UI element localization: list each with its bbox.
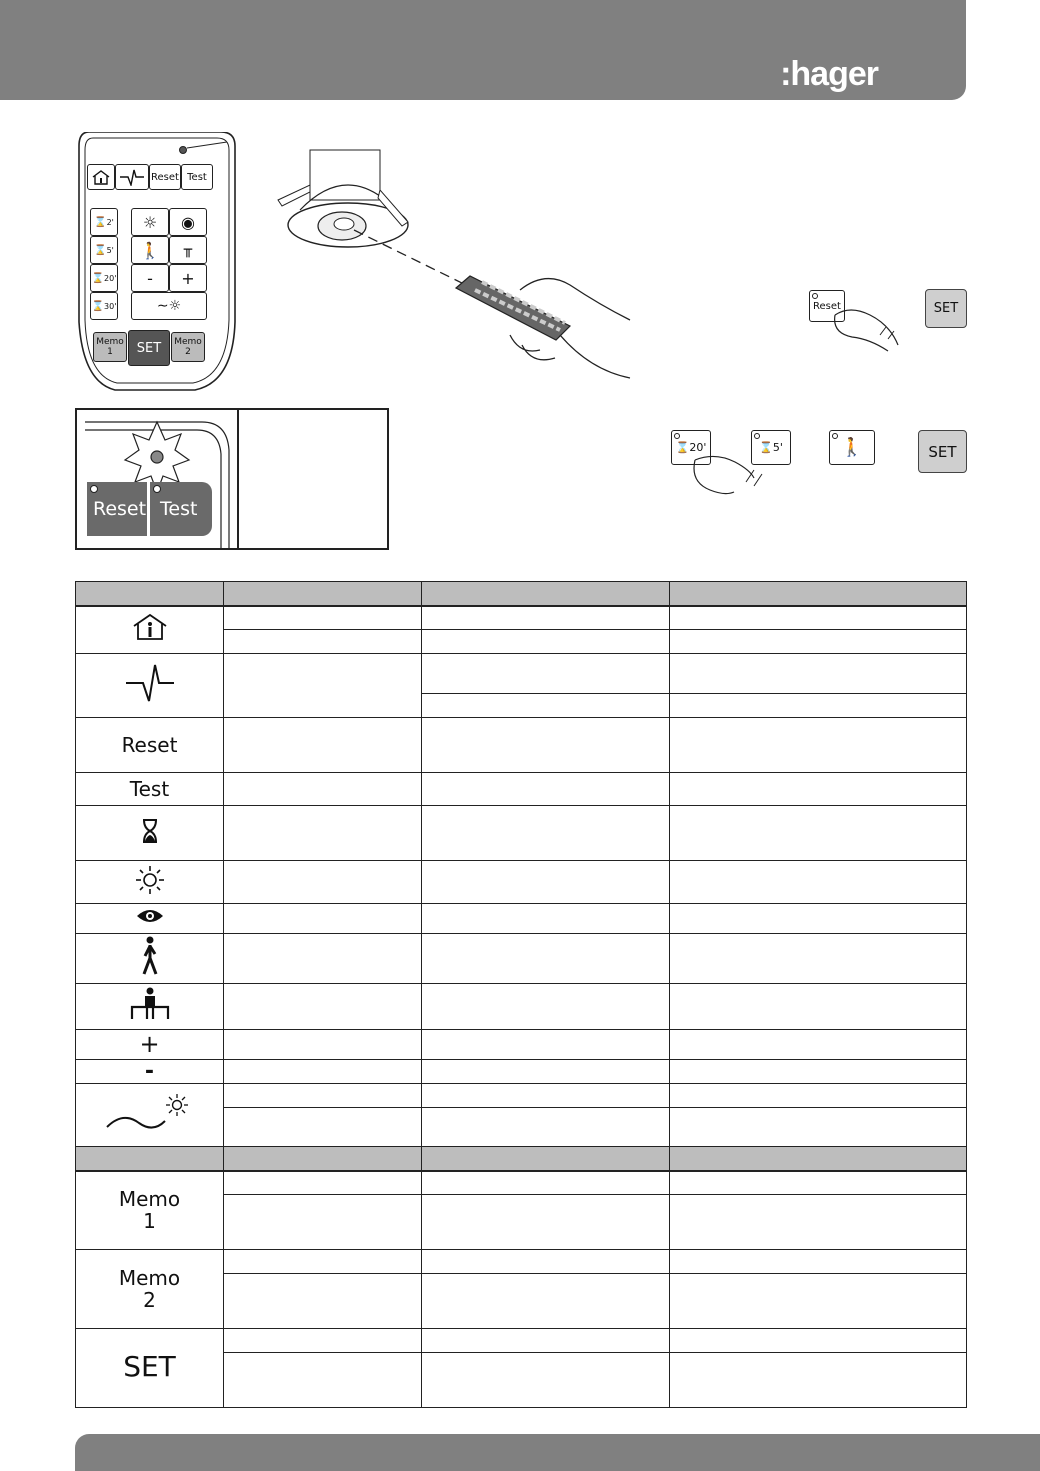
walking-person-icon: 🚶 [140, 240, 160, 260]
table-cell [224, 1030, 422, 1060]
detail-reset-button[interactable] [87, 482, 147, 536]
walking-person-icon [140, 936, 160, 976]
home-icon [91, 169, 111, 185]
daylight-button[interactable] [131, 292, 207, 320]
table-icon-cell [76, 606, 224, 654]
presence-mode-button[interactable] [169, 236, 207, 264]
table-cell [422, 904, 670, 934]
eye-icon: ◉ [181, 212, 195, 232]
table-cell [670, 773, 967, 806]
timer-label: 5' [772, 441, 783, 454]
test-button[interactable]: Test [181, 164, 213, 190]
table-cell [422, 1060, 670, 1084]
table-section-row [76, 1147, 967, 1171]
table-cell [670, 606, 967, 630]
table-row [76, 606, 967, 630]
table-cell [224, 1195, 422, 1250]
sensitivity-button[interactable] [169, 208, 207, 236]
led-indicator [153, 485, 161, 493]
led-indicator [90, 485, 98, 493]
table-cell [224, 1353, 422, 1408]
seated-person-icon [130, 987, 170, 1021]
table-cell [670, 654, 967, 694]
hourglass-icon: ⌛ [94, 244, 107, 256]
hourglass-icon: ⌛ [675, 441, 690, 454]
set-label: SET [123, 1349, 176, 1383]
pulse-button[interactable] [115, 164, 149, 190]
table-row [76, 1060, 967, 1084]
page-header [0, 0, 966, 100]
table-cell [224, 606, 422, 630]
table-cell [422, 654, 670, 694]
table-cell [224, 773, 422, 806]
table-cell [670, 1060, 967, 1084]
table-icon-cell [76, 934, 224, 984]
table-cell [224, 861, 422, 904]
table-row [76, 904, 967, 934]
led-indicator [754, 433, 760, 439]
table-row [76, 654, 967, 694]
table-cell [670, 1108, 967, 1147]
table-cell [422, 694, 670, 718]
hourglass-icon [140, 818, 160, 844]
table-cell [224, 630, 422, 654]
plus-icon: + [139, 1029, 160, 1058]
table-cell [670, 1353, 967, 1408]
step-set-button[interactable]: SET [925, 289, 967, 328]
table-reset-cell [76, 718, 224, 773]
table-cell [224, 904, 422, 934]
hager-logo: :hager [780, 55, 878, 93]
table-cell [224, 1084, 422, 1108]
table-cell [670, 1274, 967, 1329]
table-row [76, 1084, 967, 1108]
table-cell [224, 934, 422, 984]
table-set-cell [76, 1329, 224, 1408]
hourglass-icon: ⌛ [91, 300, 105, 312]
table-cell [422, 1108, 670, 1147]
table-icon-cell [76, 861, 224, 904]
table-cell [670, 1084, 967, 1108]
table-icon-cell [76, 984, 224, 1030]
memo2-label: Memo [118, 1266, 181, 1290]
table-cell [422, 630, 670, 654]
timer-30-button[interactable] [90, 292, 118, 320]
table-header-cell [670, 1147, 967, 1171]
table-minus-cell [76, 1060, 224, 1084]
table-icon-cell [76, 806, 224, 861]
table-cell [670, 1030, 967, 1060]
table-cell [224, 1329, 422, 1353]
memo2-number: 2 [185, 347, 191, 357]
table-plus-cell [76, 1030, 224, 1060]
table-cell [422, 718, 670, 773]
timer-label: 20' [104, 273, 117, 283]
table-cell [422, 1274, 670, 1329]
memo2-number: 2 [143, 1288, 156, 1312]
home-button[interactable] [87, 164, 115, 190]
table-header-row [76, 582, 967, 606]
timer-label: 5' [106, 245, 114, 255]
table-cell [422, 1030, 670, 1060]
table-cell [670, 630, 967, 654]
table-cell [422, 1084, 670, 1108]
table-header-cell [224, 582, 422, 606]
walk-mode-button[interactable] [131, 236, 169, 264]
table-cell [670, 904, 967, 934]
step-walk-button[interactable] [829, 430, 875, 465]
table-cell [670, 1195, 967, 1250]
timer-label: 30' [104, 301, 117, 311]
led-indicator [674, 433, 680, 439]
table-cell [224, 654, 422, 718]
memo1-label: Memo [118, 1187, 181, 1212]
table-cell [224, 1250, 422, 1274]
table-cell [224, 806, 422, 861]
table-cell [422, 806, 670, 861]
table-cell [224, 1060, 422, 1084]
eye-icon [135, 907, 165, 925]
memo2-label: Memo [174, 337, 202, 347]
memo1-number: 1 [107, 347, 113, 357]
table-icon-cell [76, 1084, 224, 1147]
seated-person-icon: ╥ [183, 242, 193, 258]
pulse-icon [125, 663, 175, 703]
table-cell [670, 934, 967, 984]
finger-press-icon [830, 305, 900, 355]
led-indicator [832, 433, 838, 439]
detail-test-label: Test [160, 498, 198, 520]
table-header-cell [76, 582, 224, 606]
detail-test-button[interactable] [150, 482, 212, 536]
sun-icon: ☼ [142, 212, 158, 232]
led-indicator [812, 293, 818, 299]
table-cell [422, 934, 670, 984]
table-header-cell [76, 1147, 224, 1171]
timer-label: 20' [689, 441, 707, 454]
table-cell [422, 773, 670, 806]
hourglass-icon: ⌛ [94, 216, 107, 228]
table-row [76, 1250, 967, 1274]
memo1-number: 1 [143, 1209, 156, 1234]
table-row [76, 934, 967, 984]
sun-icon [135, 865, 165, 895]
table-cell [224, 1108, 422, 1147]
timer-2-button[interactable] [90, 208, 118, 236]
table-cell [422, 1329, 670, 1353]
table-header-cell [670, 582, 967, 606]
table-row [76, 861, 967, 904]
table-header-cell [224, 1147, 422, 1171]
remote-control [75, 132, 245, 394]
plus-button[interactable]: + [169, 264, 207, 292]
table-cell [422, 1171, 670, 1195]
walking-person-icon: 🚶 [840, 437, 864, 458]
table-cell [670, 861, 967, 904]
wave-sun-icon [105, 1093, 195, 1133]
table-cell [422, 984, 670, 1030]
table-row [76, 1329, 967, 1353]
table-row [76, 984, 967, 1030]
reset-label: Reset [121, 732, 178, 757]
memo1-label: Memo [96, 337, 124, 347]
set-button[interactable]: SET [128, 330, 170, 366]
test-label: Test [129, 776, 170, 801]
minus-button[interactable]: - [131, 264, 169, 292]
table-cell [224, 718, 422, 773]
table-cell [670, 1171, 967, 1195]
table-cell [224, 984, 422, 1030]
table-row [76, 718, 967, 773]
home-icon [130, 613, 170, 641]
minus-icon: - [144, 1058, 155, 1084]
table-icon-cell [76, 904, 224, 934]
table-cell [224, 1171, 422, 1195]
table-header-cell [422, 1147, 670, 1171]
wave-sun-icon: ∼☼ [156, 298, 182, 314]
function-table [75, 581, 967, 1408]
table-memo1-cell [76, 1171, 224, 1250]
hourglass-icon: ⌛ [91, 272, 105, 284]
timer-label: 2' [106, 217, 114, 227]
table-test-cell [76, 773, 224, 806]
table-cell [670, 984, 967, 1030]
pulse-icon [119, 168, 145, 186]
step-timer-5-button[interactable] [751, 430, 791, 465]
detail-box [75, 408, 389, 550]
table-cell [224, 1274, 422, 1329]
table-icon-cell [76, 654, 224, 718]
sensor-remote-illustration [270, 130, 640, 380]
table-row [76, 1171, 967, 1195]
table-cell [670, 694, 967, 718]
memo2-button[interactable] [171, 332, 205, 362]
table-header-cell [422, 582, 670, 606]
step-reset-label: Reset [813, 300, 841, 312]
step-set-button-2[interactable]: SET [918, 430, 967, 473]
table-row [76, 1030, 967, 1060]
table-cell [670, 718, 967, 773]
reset-button[interactable]: Reset [149, 164, 181, 190]
table-memo2-cell [76, 1250, 224, 1329]
table-row [76, 773, 967, 806]
timer-5-button[interactable] [90, 236, 118, 264]
table-cell [422, 606, 670, 630]
hourglass-icon: ⌛ [759, 441, 773, 454]
table-row [76, 806, 967, 861]
table-cell [670, 1250, 967, 1274]
detail-divider [237, 410, 239, 548]
table-cell [422, 1250, 670, 1274]
detail-reset-label: Reset [93, 498, 147, 520]
memo1-button[interactable] [93, 332, 127, 362]
table-cell [670, 1329, 967, 1353]
table-cell [670, 806, 967, 861]
table-cell [422, 1195, 670, 1250]
page-footer [75, 1434, 1040, 1471]
brightness-button[interactable] [131, 208, 169, 236]
timer-20-button[interactable] [90, 264, 118, 292]
table-cell [422, 1353, 670, 1408]
table-cell [422, 861, 670, 904]
